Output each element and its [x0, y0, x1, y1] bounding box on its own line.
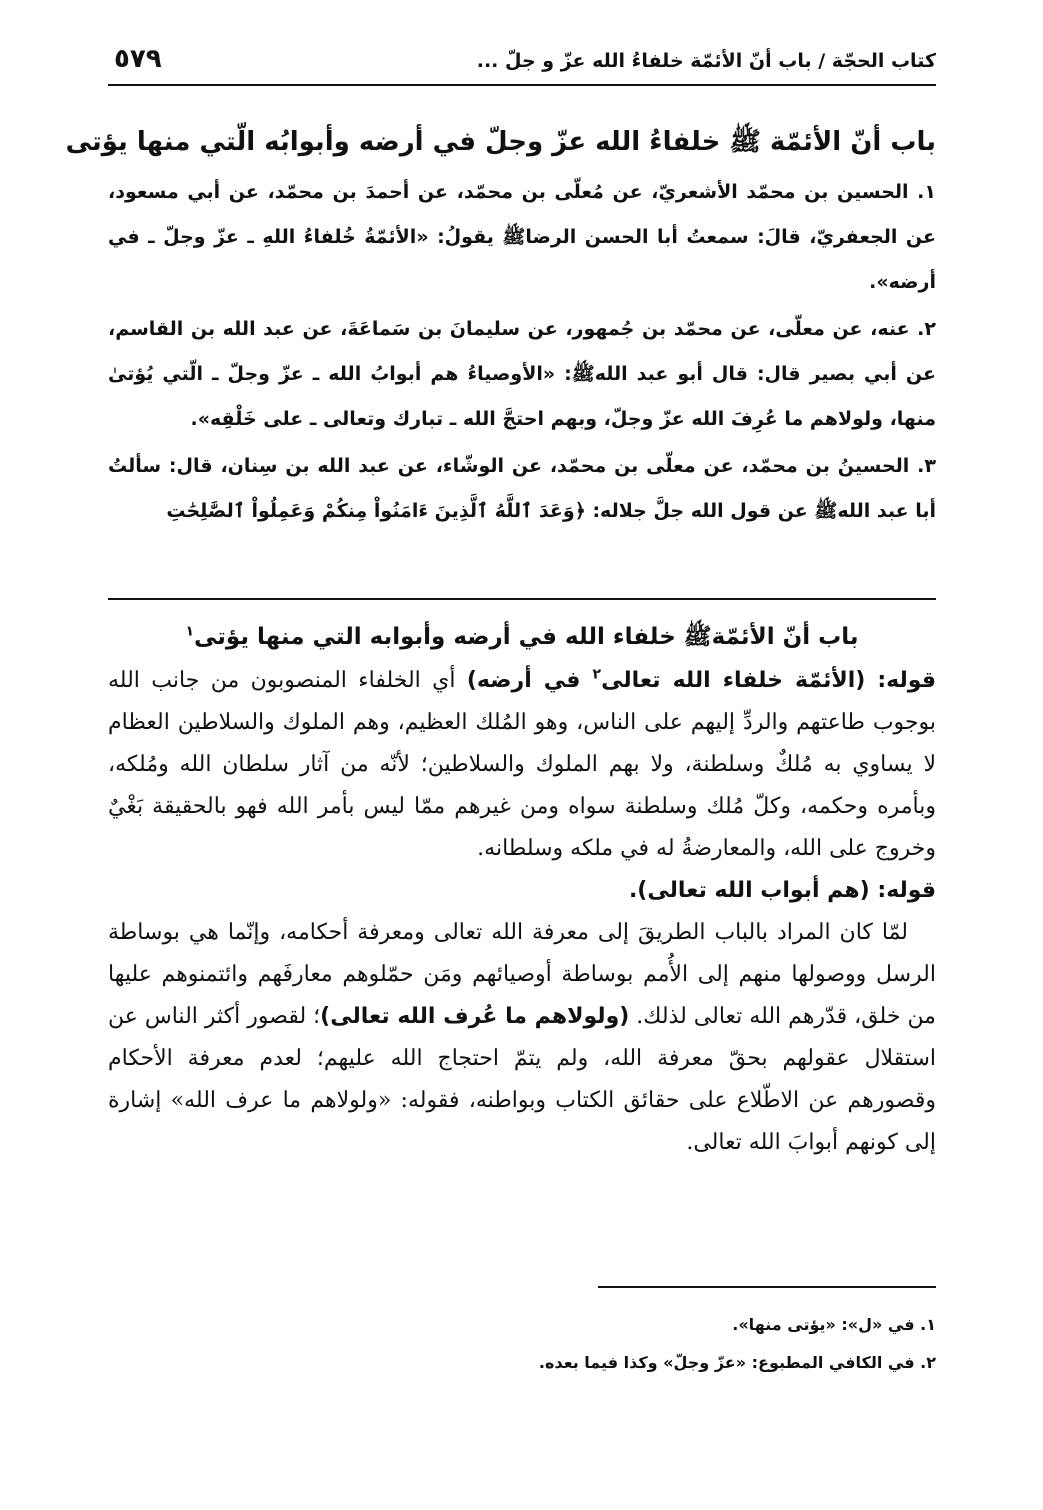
running-header — [108, 44, 936, 84]
hadith-2: ٢. عنه، عن معلّى، عن محمّد بن جُمهور، عن سليمانَ بن سَماعَةَ، عن عبد الله بن القاسم، عن أبي بصير قال: قال أبو عبد اللهﷺ: «الأوصياءُ هم أبوابُ الله ـ عزّ وجلّ ـ الّتي يُؤتىٰ منها، ولولاهم ما عُرِفَ الله عزّ وجلّ، وبهم احتجَّ الله ـ تبارك وتعالى ـ على خَلْقِه». — [108, 318, 936, 430]
hadith-3: ٣. الحسينُ بن محمّد، عن معلّى بن محمّد، عن الوشّاء، عن عبد الله بن سِنان، قال: سألتُ أبا عبد اللهﷺ عن قول الله جلَّ جلاله: ﴿وَعَدَ ٱللَّهُ ٱلَّذِينَ ءَامَنُواْ مِنكُمْ وَعَمِلُواْ ٱلصَّٰلِحَٰتِ — [108, 455, 936, 522]
footnotes — [108, 1306, 936, 1382]
hadith-1: ١. الحسين بن محمّد الأشعريّ، عن مُعلّى بن محمّد، عن أحمدَ بن محمّد، عن أبي مسعود، عن الجعفريّ، قالَ: سمعتُ أبا الحسن الرضاﷺ يقولُ: «الأئمّةُ خُلفاءُ اللهِ ـ عزّ وجلّ ـ في أرضه». — [108, 181, 936, 293]
commentary-paragraph-3 — [108, 912, 936, 1164]
footnote-1: ١. في «ل»: «يؤتى منها». — [732, 1315, 936, 1334]
lemma-text-cont: في أرضه) — [466, 668, 593, 693]
page-number: ٥٧٩ — [114, 44, 162, 74]
hadith-section — [65, 120, 936, 536]
commentary-text-cont: ؛ لقصور أكثر الناس عن استقلال عقولهم بحقّ معرفة الله، ولم يتمّ احتجاج الله عليهم؛ لعدم معرفة الأحكام وقصورهم عن الاطّلاع على حقائق الكتاب وبواطنه، فقوله: «ولولاهم ما عرف الله» إشارة إلى كونهم أبوابَ الله تعالى. — [108, 1004, 936, 1155]
footnote-ref-1: ١ — [185, 623, 195, 640]
commentary-text: أي الخلفاء المنصوبون من جانب الله بوجوب طاعتهم والردِّ إليهم على الناس، وهو المُلك العظيم، وهم الملوك والسلاطين العظام لا يساوي به مُلكٌ وسلطنة، ولا بهم الملوك والسلاطين؛ لأنّه من آثار سلطان الله ومُلكه، وبأمره وحكمه، وكلّ مُلك وسلطنة سواه ومن غيرهم ممّا ليس بأمر الله فهو بالحقيقة بَغْيٌ وخروج على الله، والمعارضةُ له في ملكه وسلطانه. — [108, 668, 936, 861]
section-divider — [108, 598, 936, 600]
commentary-paragraph-2 — [108, 870, 936, 912]
footnote-ref-2: ٢ — [592, 666, 602, 683]
commentary-heading-text: باب أنّ الأئمّةﷺ خلفاء الله في أرضه وأبوابه التي منها يؤتى — [194, 624, 859, 650]
lemma-text: (هم أبواب الله تعالى). — [628, 878, 870, 903]
commentary-paragraph-1 — [108, 660, 936, 870]
footnote-2: ٢. في الكافي المطبوع: «عزّ وجلّ» وكذا فيما بعده. — [538, 1353, 936, 1372]
lemma-prefix: قوله: — [865, 668, 936, 693]
header-title: كتاب الحجّة / باب أنّ الأئمّة خلفاءُ الله عزّ و جلّ ... — [476, 50, 936, 72]
footnote-rule — [598, 1286, 936, 1288]
lemma-text: (الأئمّة خلفاء الله تعالى — [601, 668, 866, 693]
chapter-heading: باب أنّ الأئمّة ﷺ خلفاءُ الله عزّ وجلّ في أرضه وأبوابُه الّتي منها يؤتى — [65, 127, 936, 157]
commentary-heading — [108, 614, 936, 660]
lemma-prefix: قوله: — [869, 878, 936, 903]
header-rule — [108, 84, 936, 86]
lemma-text: (ولولاهم ما عُرف الله تعالى) — [320, 1004, 630, 1029]
commentary-section — [108, 614, 936, 1164]
commentary-text: لمّا كان المراد بالباب الطريقَ إلى معرفة الله تعالى ومعرفة أحكامه، وإنّما هي بوساطة الرسل ووصولها منهم إلى الأُمم بوساطة أوصيائهم ومَن حمّلوهم معارفَهم وائتمنوهم عليها من خلق، قدّرهم الله تعالى لذلك. — [108, 920, 936, 1029]
